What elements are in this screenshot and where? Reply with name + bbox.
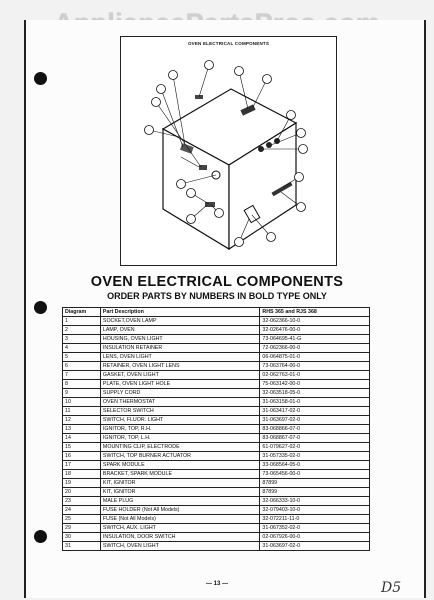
part-number-cell: 61-079627-02-0	[260, 443, 370, 452]
diagram-number-cell: 12	[63, 416, 101, 425]
part-description-cell: FUSE HOLDER (Not All Models)	[100, 506, 259, 515]
column-header-part-number: RHS 365 and RJS 368	[260, 308, 370, 317]
table-row	[63, 497, 370, 506]
part-number-cell: 02-062763-01-0	[260, 371, 370, 380]
table-row	[63, 524, 370, 533]
table-row	[63, 335, 370, 344]
table-row	[63, 371, 370, 380]
exploded-diagram	[120, 36, 337, 266]
part-description-cell: SWITCH, OVEN LIGHT	[100, 542, 259, 551]
table-row	[63, 425, 370, 434]
table-row	[63, 443, 370, 452]
part-number-cell: 32-062366-10-0	[260, 317, 370, 326]
binder-hole	[34, 301, 47, 314]
table-row	[63, 533, 370, 542]
diagram-number-cell: 16	[63, 452, 101, 461]
table-row	[63, 416, 370, 425]
part-number-cell: 32-063518-05-0	[260, 389, 370, 398]
part-number-cell: 73-064695-41-G	[260, 335, 370, 344]
part-description-cell: SUPPLY CORD	[100, 389, 259, 398]
diagram-number-cell: 11	[63, 407, 101, 416]
part-number-cell: 32-026476-00-0	[260, 326, 370, 335]
diagram-number-cell: 14	[63, 434, 101, 443]
part-description-cell: KIT, IGNITOR	[100, 488, 259, 497]
table-row	[63, 389, 370, 398]
part-number-cell: 87899	[260, 479, 370, 488]
page-number: — 13 —	[205, 581, 228, 587]
table-row	[63, 488, 370, 497]
diagram-number-cell: 15	[63, 443, 101, 452]
table-row	[63, 326, 370, 335]
part-description-cell: GASKET, OVEN LIGHT	[100, 371, 259, 380]
diagram-number-cell: 25	[63, 515, 101, 524]
section-title: OVEN ELECTRICAL COMPONENTS	[90, 274, 344, 290]
table-row	[63, 353, 370, 362]
diagram-number-cell: 24	[63, 506, 101, 515]
diagram-number-cell: 30	[63, 533, 101, 542]
diagram-number-cell: 4	[63, 344, 101, 353]
part-description-cell: LENS, OVEN LIGHT	[100, 353, 259, 362]
part-description-cell: KIT, IGNITOR	[100, 479, 259, 488]
section-subtitle: ORDER PARTS BY NUMBERS IN BOLD TYPE ONLY	[107, 291, 327, 301]
diagram-number-cell: 19	[63, 479, 101, 488]
part-description-cell: IGNITOR, TOP, L.H.	[100, 434, 259, 443]
oven-cabinet-drawing	[121, 37, 336, 265]
part-number-cell: 72-062366-00-0	[260, 344, 370, 353]
part-description-cell: SPARK MODULE	[100, 461, 259, 470]
handwritten-mark: D5	[381, 580, 402, 596]
table-row	[63, 506, 370, 515]
table-row	[63, 407, 370, 416]
part-number-cell: 32-066333-10-0	[260, 497, 370, 506]
diagram-number-cell: 6	[63, 362, 101, 371]
table-row	[63, 479, 370, 488]
part-number-cell: 31-063417-02-0	[260, 407, 370, 416]
part-number-cell: 02-067926-00-0	[260, 533, 370, 542]
diagram-number-cell: 7	[63, 371, 101, 380]
table-row	[63, 398, 370, 407]
diagram-number-cell: 5	[63, 353, 101, 362]
part-description-cell: MALE PLUG	[100, 497, 259, 506]
table-row	[63, 362, 370, 371]
part-description-cell: INSULATION, DOOR SWITCH	[100, 533, 259, 542]
table-row	[63, 317, 370, 326]
table-row	[63, 380, 370, 389]
diagram-number-cell: 9	[63, 389, 101, 398]
part-number-cell: 31-063697-02-0	[260, 416, 370, 425]
part-number-cell: 73-063764-00-0	[260, 362, 370, 371]
part-number-cell: 32-072211-11-0	[260, 515, 370, 524]
table-row	[63, 434, 370, 443]
diagram-number-cell: 13	[63, 425, 101, 434]
diagram-number-cell: 8	[63, 380, 101, 389]
part-description-cell: RETAINER, OVEN LIGHT LENS	[100, 362, 259, 371]
diagram-caption: OVEN ELECTRICAL COMPONENTS	[187, 41, 270, 46]
part-description-cell: HOUSING, OVEN LIGHT	[100, 335, 259, 344]
diagram-number-cell: 20	[63, 488, 101, 497]
diagram-number-cell: 31	[63, 542, 101, 551]
part-number-cell: 87899	[260, 488, 370, 497]
part-description-cell: SWITCH, AUX. LIGHT	[100, 524, 259, 533]
diagram-number-cell: 10	[63, 398, 101, 407]
part-number-cell: 75-063142-00-0	[260, 380, 370, 389]
part-number-cell: 31-057335-02-0	[260, 452, 370, 461]
table-row	[63, 461, 370, 470]
part-number-cell: 73-065456-00-0	[260, 470, 370, 479]
diagram-number-cell: 17	[63, 461, 101, 470]
part-description-cell: SWITCH, TOP BURNER ACTUATOR	[100, 452, 259, 461]
part-description-cell: INSULATION RETAINER	[100, 344, 259, 353]
diagram-number-cell: 3	[63, 335, 101, 344]
part-description-cell: BRACKET, SPARK MODULE	[100, 470, 259, 479]
part-description-cell: SOCKET,OVEN LAMP	[100, 317, 259, 326]
diagram-number-cell: 29	[63, 524, 101, 533]
part-description-cell: LAMP, OVEN	[100, 326, 259, 335]
diagram-number-cell: 2	[63, 326, 101, 335]
diagram-number-cell: 23	[63, 497, 101, 506]
part-number-cell: 33-068564-05-0	[260, 461, 370, 470]
table-row	[63, 344, 370, 353]
table-header-row	[63, 308, 370, 317]
table-row	[63, 515, 370, 524]
parts-table	[62, 307, 370, 551]
part-description-cell: SELECTOR SWITCH	[100, 407, 259, 416]
binder-hole	[34, 530, 47, 543]
part-number-cell: 32-079403-10-0	[260, 506, 370, 515]
table-row	[63, 452, 370, 461]
part-number-cell: 31-067352-02-0	[260, 524, 370, 533]
part-description-cell: FUSE (Not All Models)	[100, 515, 259, 524]
part-number-cell: 06-064875-01-0	[260, 353, 370, 362]
binder-hole	[34, 72, 47, 85]
diagram-number-cell: 18	[63, 470, 101, 479]
part-description-cell: PLATE, OVEN LIGHT HOLE	[100, 380, 259, 389]
part-description-cell: MOUNTING CLIP, ELECTRODE	[100, 443, 259, 452]
column-header-diagram: Diagram	[63, 308, 101, 317]
part-number-cell: 31-063697-02-0	[260, 542, 370, 551]
part-description-cell: OVEN THERMOSTAT	[100, 398, 259, 407]
table-row	[63, 542, 370, 551]
column-header-description: Part Description	[100, 308, 259, 317]
diagram-number-cell: 1	[63, 317, 101, 326]
part-number-cell: 31-063158-01-0	[260, 398, 370, 407]
part-description-cell: SWITCH, FLUOR. LIGHT	[100, 416, 259, 425]
part-description-cell: IGNITOR, TOP, R.H.	[100, 425, 259, 434]
table-row	[63, 470, 370, 479]
part-number-cell: 83-068866-07-0	[260, 425, 370, 434]
part-number-cell: 83-068867-07-0	[260, 434, 370, 443]
